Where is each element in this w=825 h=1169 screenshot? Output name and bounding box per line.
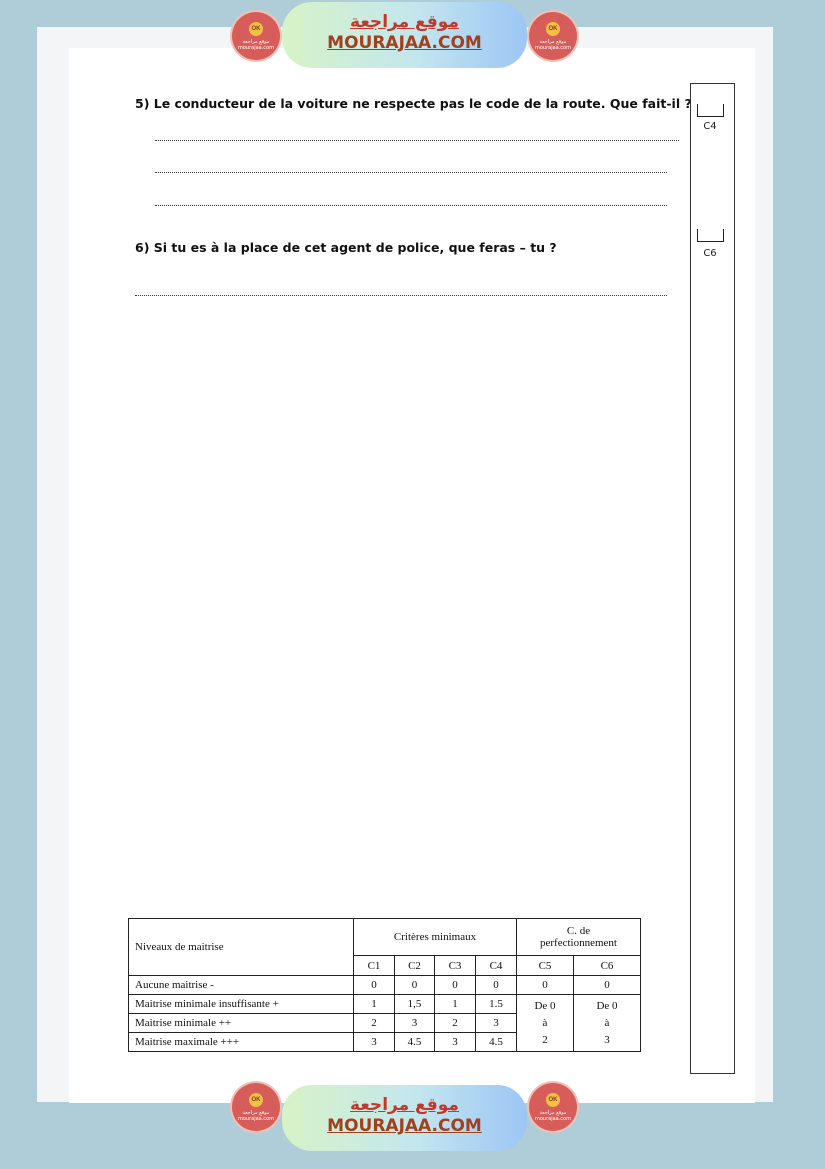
cell: 0 xyxy=(574,976,641,995)
logo-line2: mourajaa.com xyxy=(534,45,571,51)
answer-line[interactable] xyxy=(155,172,667,173)
banner-arabic: موقع مراجعة xyxy=(350,1095,459,1115)
cell: 0 xyxy=(395,976,435,995)
logo-badge: OK xyxy=(249,22,263,36)
cell: 0 xyxy=(435,976,476,995)
cell: 0 xyxy=(354,976,395,995)
logo-line2: mourajaa.com xyxy=(237,1116,274,1122)
cell: 3 xyxy=(476,1014,517,1033)
col-header: C5 xyxy=(517,956,574,976)
cell: 1,5 xyxy=(395,995,435,1014)
table-row xyxy=(129,976,641,995)
site-logo-right[interactable] xyxy=(529,12,577,60)
range-to: 2 xyxy=(542,1033,548,1046)
site-logo-left[interactable] xyxy=(232,12,280,60)
header-perf-line2: perfectionnement xyxy=(540,937,617,949)
logo-line2: mourajaa.com xyxy=(237,45,274,51)
answer-line[interactable] xyxy=(155,205,667,206)
logo-line1: موقع مراجعة xyxy=(539,1110,567,1116)
cell: 4.5 xyxy=(476,1033,517,1052)
logo-line1: موقع مراجعة xyxy=(242,39,270,45)
question-6: 6) Si tu es à la place de cet agent de police, que feras – tu ? xyxy=(135,240,557,255)
banner-site-link[interactable]: MOURAJAA.COM xyxy=(327,1116,482,1136)
score-label-c6: C6 xyxy=(703,248,717,259)
cell: 3 xyxy=(395,1014,435,1033)
range-from: De 0 xyxy=(596,999,618,1012)
level-label: Maitrise maximale +++ xyxy=(129,1033,354,1052)
col-header: C1 xyxy=(354,956,395,976)
level-label: Maitrise minimale ++ xyxy=(129,1014,354,1033)
col-header: C4 xyxy=(476,956,517,976)
cell: 2 xyxy=(435,1014,476,1033)
cell-c6-range xyxy=(574,995,641,1052)
question-5: 5) Le conducteur de la voiture ne respecte pas le code de la route. Que fait-il ? xyxy=(135,96,692,111)
range-mid: à xyxy=(542,1016,548,1029)
header-perfectionnement xyxy=(517,919,641,956)
site-logo-left[interactable] xyxy=(232,1083,280,1131)
cell: 1.5 xyxy=(476,995,517,1014)
logo-badge: OK xyxy=(546,22,560,36)
answer-line[interactable] xyxy=(155,140,679,141)
header-perf-line1: C. de xyxy=(566,925,591,937)
logo-badge: OK xyxy=(546,1093,560,1107)
cell-c5-range xyxy=(517,995,574,1052)
cell: 1 xyxy=(354,995,395,1014)
logo-badge: OK xyxy=(249,1093,263,1107)
col-header: C2 xyxy=(395,956,435,976)
range-from: De 0 xyxy=(534,999,556,1012)
score-box-c6[interactable] xyxy=(697,229,724,242)
site-logo-right[interactable] xyxy=(529,1083,577,1131)
cell: 2 xyxy=(354,1014,395,1033)
level-label: Maitrise minimale insuffisante + xyxy=(129,995,354,1014)
range-mid: à xyxy=(604,1016,610,1029)
cell: 0 xyxy=(476,976,517,995)
logo-line1: موقع مراجعة xyxy=(539,39,567,45)
level-label: Aucune maitrise - xyxy=(129,976,354,995)
cell: 1 xyxy=(435,995,476,1014)
banner-arabic: موقع مراجعة xyxy=(350,12,459,32)
grading-table xyxy=(128,918,641,1052)
site-banner-top[interactable] xyxy=(282,2,527,68)
site-banner-bottom[interactable] xyxy=(282,1085,527,1151)
answer-line[interactable] xyxy=(135,295,667,296)
cell: 4.5 xyxy=(395,1033,435,1052)
col-header: C6 xyxy=(574,956,641,976)
header-level: Niveaux de maitrise xyxy=(129,919,354,976)
logo-line1: موقع مراجعة xyxy=(242,1110,270,1116)
score-box-c4[interactable] xyxy=(697,104,724,117)
range-to: 3 xyxy=(604,1033,610,1046)
cell: 3 xyxy=(435,1033,476,1052)
header-minimal: Critères minimaux xyxy=(354,919,517,956)
cell: 0 xyxy=(517,976,574,995)
cell: 3 xyxy=(354,1033,395,1052)
logo-line2: mourajaa.com xyxy=(534,1116,571,1122)
banner-site-link[interactable]: MOURAJAA.COM xyxy=(327,33,482,53)
col-header: C3 xyxy=(435,956,476,976)
score-label-c4: C4 xyxy=(703,121,717,132)
table-row xyxy=(129,995,641,1014)
